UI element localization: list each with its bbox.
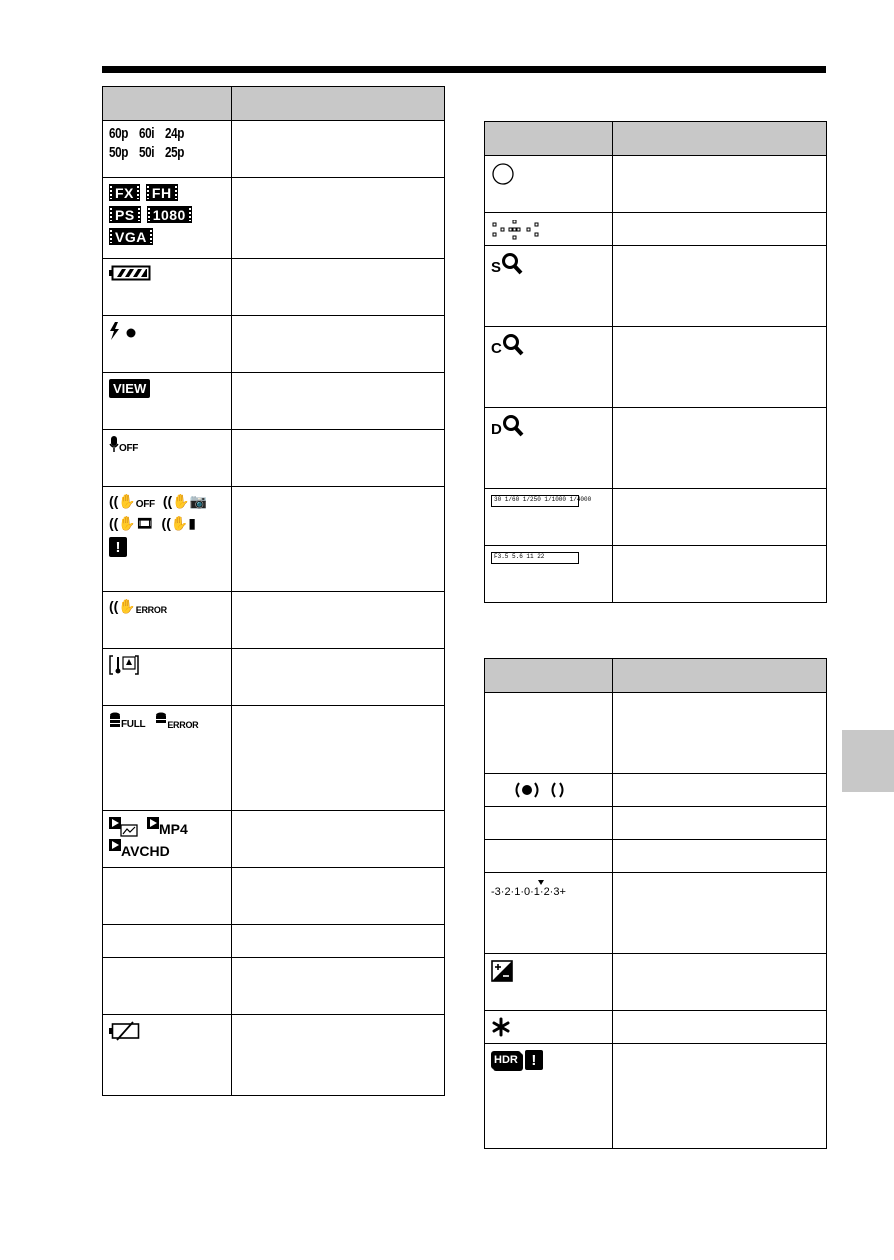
database-error-icon: ERROR bbox=[155, 712, 198, 730]
table-row bbox=[103, 925, 445, 958]
focus-indicator-icons bbox=[513, 780, 573, 800]
view-mode-avchd-icon: AVCHD bbox=[109, 839, 170, 859]
focus-zoom-table bbox=[484, 121, 827, 603]
table-row bbox=[485, 774, 827, 807]
movie-vga-icon: VGA bbox=[109, 228, 153, 245]
table-row bbox=[103, 121, 445, 178]
hdr-icon: HDR bbox=[491, 1051, 521, 1069]
fps-24p-icon: 24p bbox=[164, 125, 184, 142]
flash-charge-icon bbox=[109, 322, 139, 340]
table-row bbox=[103, 373, 445, 430]
ae-lock-icon bbox=[491, 1017, 511, 1037]
table-row bbox=[485, 489, 827, 546]
table-row bbox=[485, 246, 827, 327]
section-tab bbox=[842, 730, 894, 792]
clear-image-zoom-icon: C bbox=[491, 333, 524, 357]
table-row bbox=[103, 706, 445, 811]
table-row bbox=[103, 649, 445, 706]
table-row bbox=[485, 1044, 827, 1149]
table-header bbox=[103, 87, 445, 121]
table-row bbox=[485, 954, 827, 1011]
table-row bbox=[485, 693, 827, 774]
movie-fh-icon: FH bbox=[146, 184, 178, 201]
table-row bbox=[103, 868, 445, 925]
database-full-icon: FULL bbox=[109, 712, 145, 730]
smart-zoom-icon: S bbox=[491, 252, 523, 276]
shutter-scale-icon: 30 1/60 1/250 1/1000 1/4000 bbox=[491, 495, 579, 507]
table-row bbox=[103, 1015, 445, 1096]
mic-off-icon: OFF bbox=[109, 436, 138, 454]
table-row bbox=[485, 840, 827, 873]
table-row bbox=[485, 213, 827, 246]
table-row bbox=[485, 873, 827, 954]
movie-ps-icon: PS bbox=[109, 206, 141, 223]
table-row bbox=[485, 408, 827, 489]
movie-fx-icon: FX bbox=[109, 184, 140, 201]
fps-60i-icon: 60i bbox=[139, 125, 155, 142]
battery-unavailable-icon bbox=[109, 1021, 141, 1041]
fps-50i-icon: 50i bbox=[139, 144, 155, 161]
table-row bbox=[485, 807, 827, 840]
table-row bbox=[103, 811, 445, 868]
steadyshot-error-icon: ((✋ ERROR bbox=[109, 598, 167, 615]
header-icon-column bbox=[485, 122, 613, 156]
fps-60p-icon: 60p bbox=[109, 125, 129, 142]
fps-50p-icon: 50p bbox=[109, 144, 129, 161]
table-row bbox=[485, 546, 827, 603]
table-row bbox=[103, 487, 445, 592]
battery-level-icon bbox=[109, 265, 151, 281]
table-row bbox=[103, 178, 445, 259]
table-row bbox=[103, 316, 445, 373]
steadyshot-off-icon: ((✋ OFF bbox=[109, 493, 155, 510]
header-icon-column bbox=[485, 659, 613, 693]
steadyshot-movie-icon: ((✋🎞 bbox=[109, 515, 154, 531]
steadyshot-lens-icon: ((✋▮ bbox=[161, 515, 196, 531]
table-header bbox=[485, 122, 827, 156]
warning-icon: ! bbox=[109, 537, 127, 557]
af-area-icon bbox=[491, 220, 551, 240]
table-row bbox=[103, 958, 445, 1015]
header-icon-column bbox=[103, 87, 232, 121]
header-meaning-column bbox=[613, 659, 827, 693]
table-row bbox=[103, 592, 445, 649]
ev-scale-icon: -3·2·1·0·1·2·3+ bbox=[491, 879, 601, 901]
exposure-table bbox=[484, 658, 827, 1149]
view-icon: VIEW bbox=[109, 379, 150, 398]
table-row bbox=[103, 430, 445, 487]
warning-icon: ! bbox=[525, 1050, 543, 1070]
header-meaning-column bbox=[232, 87, 445, 121]
header-meaning-column bbox=[613, 122, 827, 156]
table-header bbox=[485, 659, 827, 693]
top-rule bbox=[102, 66, 826, 73]
table-row bbox=[485, 327, 827, 408]
steadyshot-camera-icon: ((✋📷 bbox=[162, 493, 208, 509]
table-row bbox=[485, 1011, 827, 1044]
view-mode-folder-icon bbox=[109, 817, 139, 837]
left-icon-table bbox=[102, 86, 445, 1096]
view-mode-mp4-icon: MP4 bbox=[147, 817, 188, 837]
movie-1080-icon: 1080 bbox=[147, 206, 192, 223]
af-circle-icon bbox=[491, 162, 515, 186]
aperture-scale-icon: F3.5 5.6 11 22 bbox=[491, 552, 579, 564]
fps-25p-icon: 25p bbox=[164, 144, 184, 161]
table-row bbox=[103, 259, 445, 316]
digital-zoom-icon: D bbox=[491, 414, 524, 438]
table-row bbox=[485, 156, 827, 213]
exposure-compensation-icon bbox=[491, 960, 513, 982]
overheat-icon bbox=[109, 655, 139, 675]
